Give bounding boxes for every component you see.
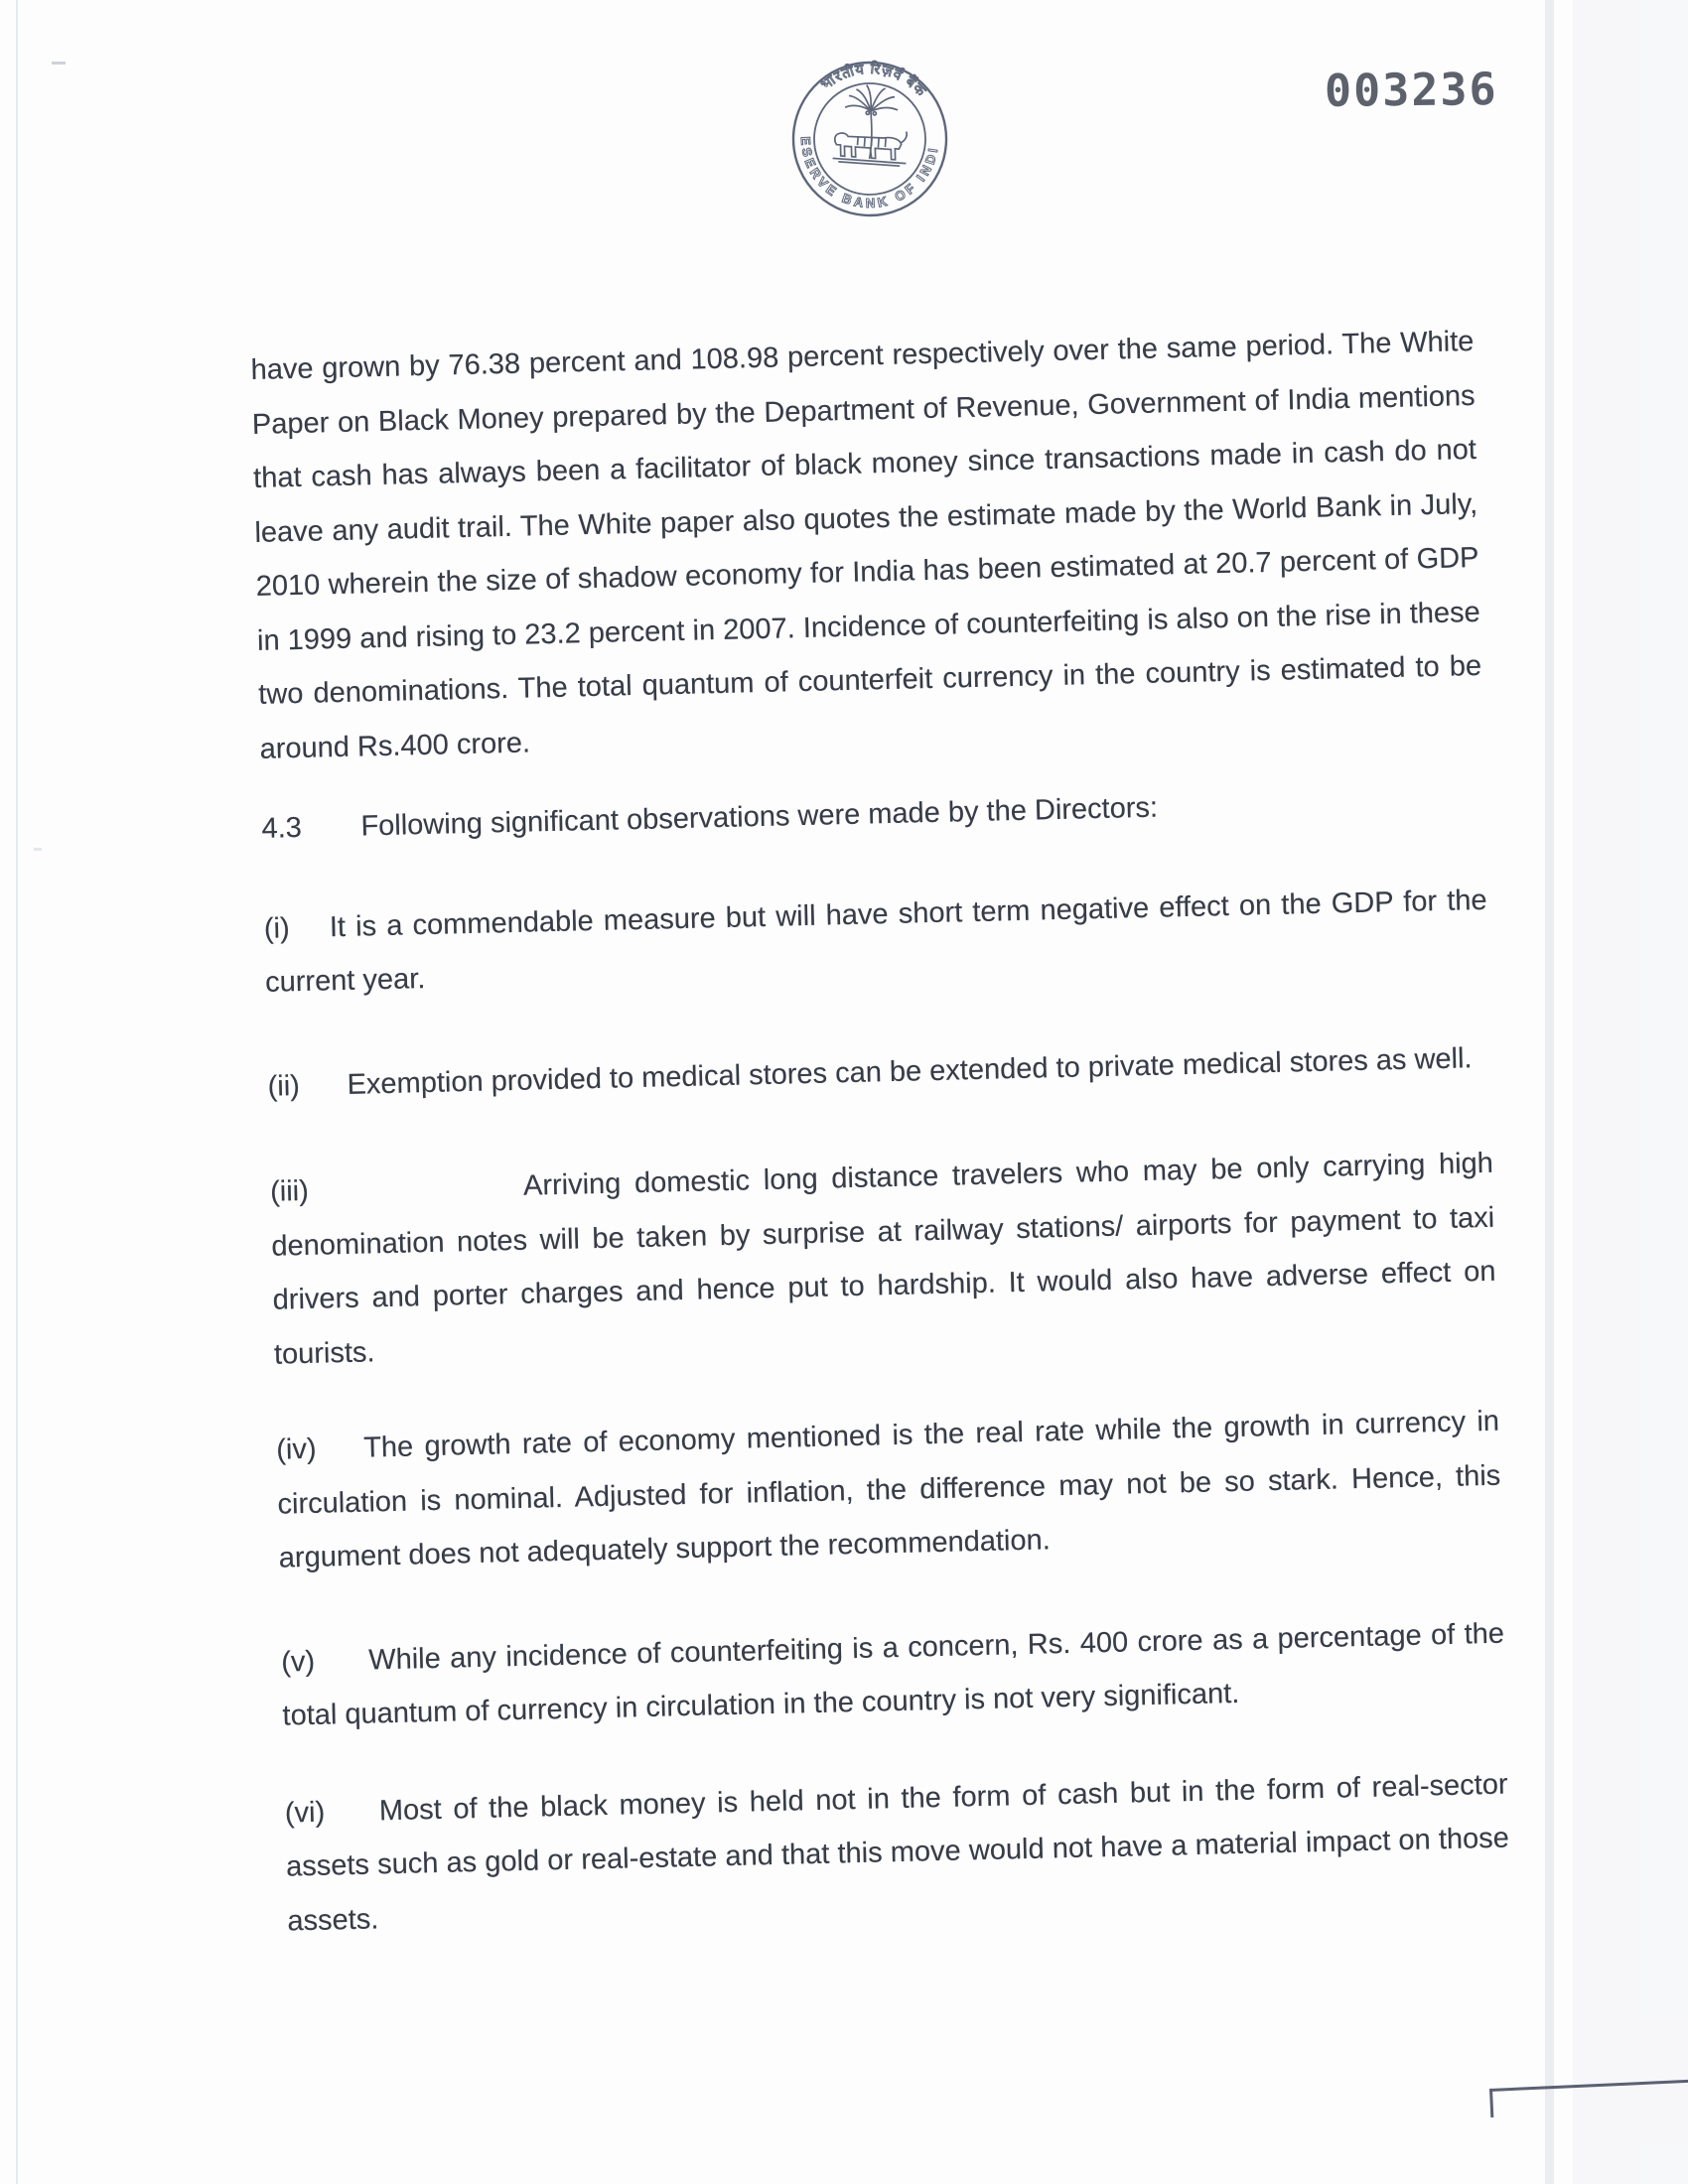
observation-iii-text: Arriving domestic long distance travelers who may be only carrying high denomination notes will be taken by surprise at railway stations/ airports for payment to taxi drivers and porter charges and hence put to hardship. It would also have adverse effect on tourists. [271,1147,1496,1371]
scan-edge-shade [1573,0,1688,2184]
paragraph-black-money: have grown by 76.38 percent and 108.98 percent respectively over the same period. The White Paper on Black Money prepared by the Department of Revenue, Government of India mentions that cash has always been a facilitator of black money since transactions made in cash do not leave any audit trail. The White paper also quotes the estimate made by the World Bank in July, 2010 wherein the size of shadow economy for India has been estimated at 20.7 percent of GDP in 1999 and rising to 23.2 percent in 2007. Incidence of counterfeiting is also on the rise in these two denominations. The total quantum of counterfeit currency in the country is estimated to be around Rs.400 crore. [250,325,1482,765]
seal-top-text: भारतीय रिज़र्व बैंक [817,61,929,100]
observation-iv-label: (iv) [275,1433,317,1466]
svg-text:· RESERVE BANK OF INDIA · [793,122,942,215]
scan-speck [52,62,66,65]
observation-iv [276,1395,1503,1585]
stamp-number: 003236 [1324,63,1498,117]
rbi-seal-graphic [776,46,963,232]
document-text-column [250,315,1511,1949]
observation-ii-label: (ii) [267,1069,301,1103]
observation-iii-label: (iii) [269,1174,310,1208]
observation-vi [284,1757,1511,1948]
scan-fold-line [1545,0,1554,2184]
observation-iii [270,1137,1498,1382]
observation-i [263,873,1488,1010]
observation-v [281,1606,1506,1743]
observation-vi-label: (vi) [284,1796,326,1830]
observation-vi-text: Most of the black money is held not in the form of cash but in the form of real-sector assets such as gold or real-estate and that this move would not have a material impact on those assets. [285,1768,1510,1938]
observation-i-text: It is a commendable measure but will have short term negative effect on the GDP for the current year. [264,884,1487,999]
observation-v-label: (v) [280,1645,316,1679]
svg-text:भारतीय रिज़र्व बैंक [817,57,930,100]
observation-i-label: (i) [263,911,291,945]
section-heading [261,773,1485,857]
seal-bottom-text: · RESERVE BANK OF INDIA · [797,126,941,211]
scan-edge-line [16,0,18,2184]
section-text: Following significant observations were made by the Directors: [360,791,1159,843]
observation-v-text: While any incidence of counterfeiting is a concern, Rs. 400 crore as a percentage of the total quantum of currency in circulation in the country is not very significant. [282,1617,1505,1732]
observation-ii [267,1030,1491,1114]
section-number: 4.3 [261,811,303,845]
scan-speck [34,848,42,851]
observation-iv-text: The growth rate of economy mentioned is the real rate while the growth in currency in circulation is nominal. Adjusted for inflation, the difference may not be so stark. Hence, this argument does not adequately support the recommendation. [277,1405,1501,1574]
observation-ii-text: Exemption provided to medical stores can be extended to private medical stores as well. [347,1041,1473,1101]
rbi-seal [776,46,963,232]
